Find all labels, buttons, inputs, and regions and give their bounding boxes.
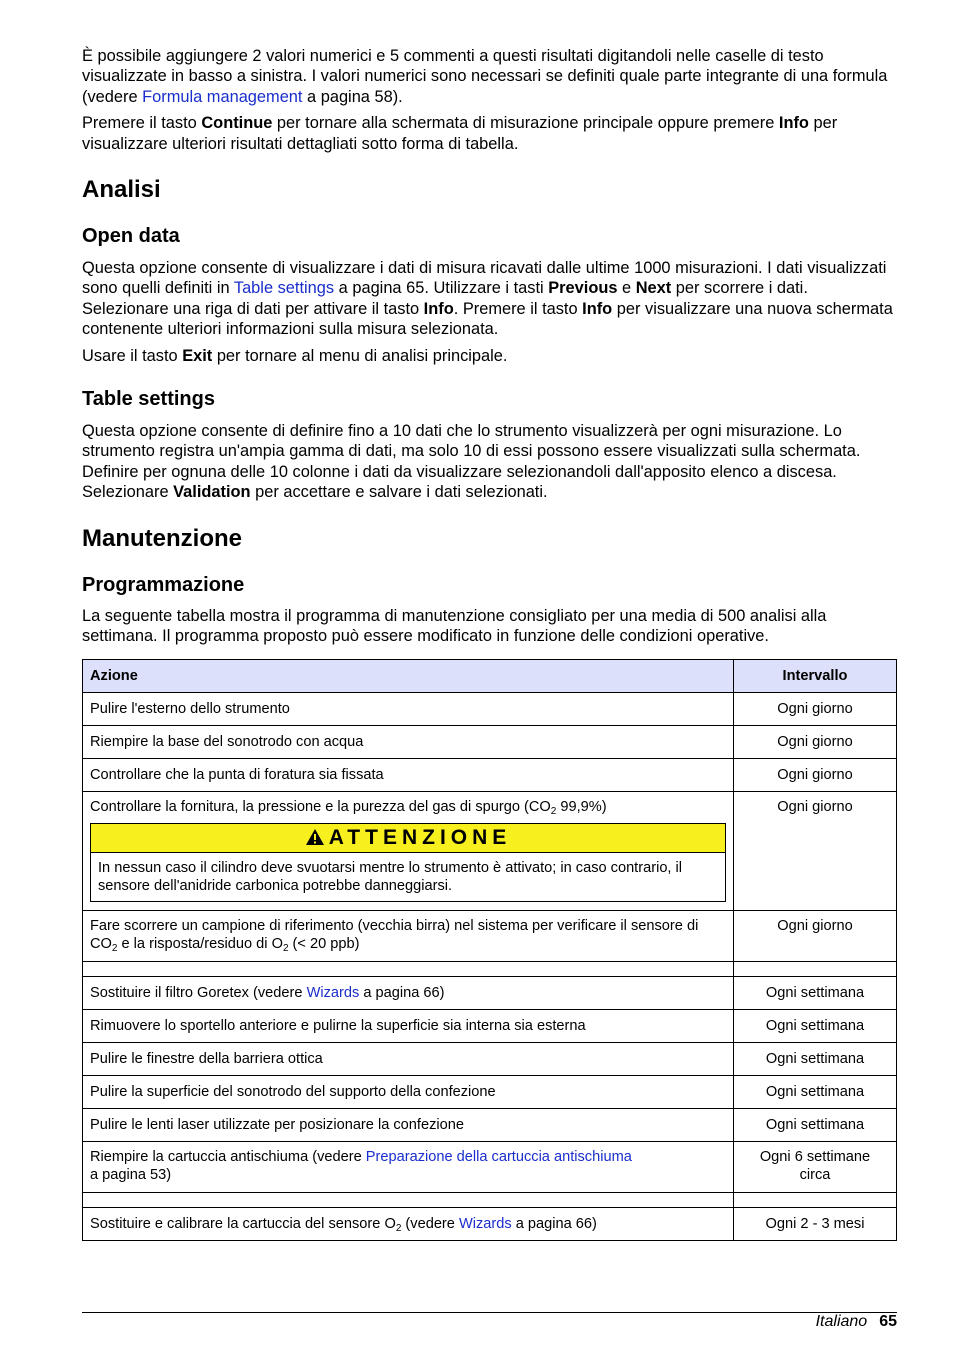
action-cell: Pulire le lenti laser utilizzate per posizionare la confezione: [83, 1108, 734, 1141]
text: a pagina 53): [90, 1166, 172, 1183]
programmazione-paragraph: La seguente tabella mostra il programma di manutenzione consigliato per una media di 500 analisi alla settimana. Il programma proposto può essere modificato in funzione delle condizioni operative.: [82, 606, 827, 646]
warning-text: In nessun caso il cilindro deve svuotarsi mentre lo strumento è attivato; in caso contrario, il sensore dell'anidride carbonica potrebbe danneggiarsi.: [98, 859, 683, 894]
text: Sostituire e calibrare la cartuccia del sensore O: [90, 1215, 396, 1232]
table-row: [83, 976, 897, 1009]
heading-programmazione: Programmazione: [82, 573, 245, 596]
key-next: Next: [635, 279, 672, 298]
table-row: [83, 1075, 897, 1108]
interval-cell: Ogni giorno: [734, 910, 897, 961]
action-cell: Rimuovere lo sportello anteriore e pulirne la superficie sia interna sia esterna: [83, 1009, 734, 1042]
table-row: [83, 692, 897, 725]
key-exit: Exit: [182, 346, 213, 365]
text: Usare il tasto: [82, 346, 183, 365]
table-row: [83, 791, 897, 910]
key-info: Info: [423, 299, 454, 318]
text: (vedere: [401, 1215, 459, 1232]
text: per tornare al menu di analisi principale.: [212, 346, 508, 365]
action-cell: [83, 976, 734, 1009]
intro-paragraph-2: [82, 113, 897, 154]
action-cell: [83, 910, 734, 961]
text: . Premere il tasto: [453, 299, 583, 318]
warning-header: [91, 824, 725, 853]
text: Controllare la fornitura, la pressione e la purezza del gas di spurgo (CO: [90, 798, 551, 815]
action-cell: [83, 1141, 734, 1192]
wizards-link[interactable]: Wizards: [458, 1215, 512, 1232]
text: per visualizzare una nuova schermata contenente ulteriori informazioni sulla misura selezionata.: [82, 299, 893, 339]
subscript: 2: [282, 942, 289, 954]
action-cell: [83, 791, 734, 910]
interval-cell: Ogni giorno: [734, 692, 897, 725]
warning-triangle-icon: [305, 828, 325, 846]
open-data-paragraph-2: [82, 346, 897, 366]
text: a pagina 65. Utilizzare i tasti: [334, 279, 549, 298]
subscript: 2: [111, 942, 118, 954]
text: Premere il tasto: [82, 114, 202, 133]
key-info: Info: [582, 299, 613, 318]
interval-cell: Ogni settimana: [734, 1009, 897, 1042]
subscript: 2: [395, 1222, 402, 1234]
text: a pagina 66): [511, 1215, 597, 1232]
wizards-link[interactable]: Wizards: [306, 984, 360, 1001]
table-settings-paragraph: [82, 421, 897, 503]
intro-paragraph-1: [82, 46, 897, 107]
key-continue: Continue: [201, 114, 273, 133]
action-cell: Controllare che la punta di foratura sia fissata: [83, 758, 734, 791]
action-cell: [83, 1207, 734, 1240]
interval-cell: Ogni settimana: [734, 1075, 897, 1108]
text: Riempire la cartuccia antischiuma (vedere: [90, 1148, 366, 1165]
open-data-paragraph-1: [82, 258, 897, 340]
page-number: 65: [879, 1313, 897, 1330]
formula-management-link[interactable]: Formula management: [142, 87, 303, 106]
text: e la risposta/residuo di O: [117, 935, 283, 952]
table-row: [83, 725, 897, 758]
footer-divider: [82, 1312, 897, 1313]
page-footer: [816, 1312, 897, 1332]
maintenance-table: [82, 659, 897, 1241]
table-row: [83, 1042, 897, 1075]
warning-box: [90, 823, 726, 902]
footer-language: Italiano: [815, 1313, 868, 1330]
text: Questa opzione consente di definire fino a 10 dati che lo strumento visualizzerà per ogni misurazione. Lo strumento registra un'ampia gamma di dati, ma solo 10 di essi possono essere visualizzati sulla schermata. Definire per ognuna delle 10 colonne i dati da visualizzare selezionandoli dall'apposito elenco a discesa. Selezionare: [82, 422, 861, 502]
text: Fare scorrere un campione di riferimento (vecchia birra) nel sistema per verificare il sensore di CO: [90, 917, 699, 952]
text: Questa opzione consente di visualizzare i dati di misura ricavati dalle ultime 1000 misurazioni. I dati visualizzati sono quelli definiti in: [82, 259, 887, 298]
interval-cell: Ogni 6 settimane circa: [734, 1141, 897, 1192]
interval-cell: Ogni settimana: [734, 1108, 897, 1141]
text: È possibile aggiungere 2 valori numerici e 5 commenti a questi risultati digitandoli nelle caselle di testo visualizzate in basso a sinistra. I valori numerici sono necessari se definiti quale parte integrante di una formula (vedere: [82, 47, 888, 106]
interval-cell: Ogni giorno: [734, 791, 897, 910]
key-validation: Validation: [173, 483, 251, 502]
heading-manutenzione: Manutenzione: [82, 524, 242, 552]
table-row: [83, 1141, 897, 1192]
table-spacer-row: [83, 961, 897, 976]
spacer-cell: [83, 961, 734, 976]
text: a pagina 58).: [302, 87, 403, 106]
interval-cell: Ogni giorno: [734, 758, 897, 791]
text: 99,9%): [556, 798, 607, 815]
header-azione: Azione: [83, 659, 734, 692]
table-row: [83, 1108, 897, 1141]
table-settings-link[interactable]: Table settings: [233, 279, 335, 298]
spacer-cell: [83, 1192, 734, 1207]
action-cell: Pulire la superficie del sonotrodo del supporto della confezione: [83, 1075, 734, 1108]
heading-analisi: Analisi: [82, 176, 161, 204]
action-cell: Pulire l'esterno dello strumento: [83, 692, 734, 725]
action-text: [90, 798, 726, 816]
action-cell: Riempire la base del sonotrodo con acqua: [83, 725, 734, 758]
page-content: [82, 46, 897, 1241]
spacer-cell: [734, 961, 897, 976]
key-previous: Previous: [548, 279, 618, 298]
text: (< 20 ppb): [288, 935, 360, 952]
warning-title: ATTENZIONE: [328, 825, 512, 849]
antischiuma-link[interactable]: Preparazione della cartuccia antischiuma: [365, 1148, 632, 1165]
table-row: [83, 1207, 897, 1240]
table-row: [83, 758, 897, 791]
table-row: [83, 910, 897, 961]
text: a pagina 66): [359, 984, 445, 1001]
text: per accettare e salvare i dati selezionati.: [250, 483, 548, 502]
interval-cell: Ogni settimana: [734, 976, 897, 1009]
text: e: [617, 279, 636, 298]
key-info: Info: [778, 114, 809, 133]
action-cell: Pulire le finestre della barriera ottica: [83, 1042, 734, 1075]
interval-cell: Ogni settimana: [734, 1042, 897, 1075]
text: per tornare alla schermata di misurazione principale oppure premere: [272, 114, 779, 133]
table-row: [83, 1009, 897, 1042]
interval-cell: Ogni 2 - 3 mesi: [734, 1207, 897, 1240]
table-header-row: [83, 659, 897, 692]
text: Sostituire il filtro Goretex (vedere: [90, 984, 307, 1001]
header-intervallo: Intervallo: [734, 659, 897, 692]
spacer-cell: [734, 1192, 897, 1207]
heading-table-settings: Table settings: [82, 388, 215, 411]
text: per visualizzare ulteriori risultati dettagliati sotto forma di tabella.: [82, 114, 838, 153]
subscript: 2: [550, 805, 557, 817]
table-spacer-row: [83, 1192, 897, 1207]
heading-open-data: Open data: [82, 225, 180, 248]
text: per scorrere i dati. Selezionare una riga di dati per attivare il tasto: [82, 279, 808, 318]
interval-cell: Ogni giorno: [734, 725, 897, 758]
